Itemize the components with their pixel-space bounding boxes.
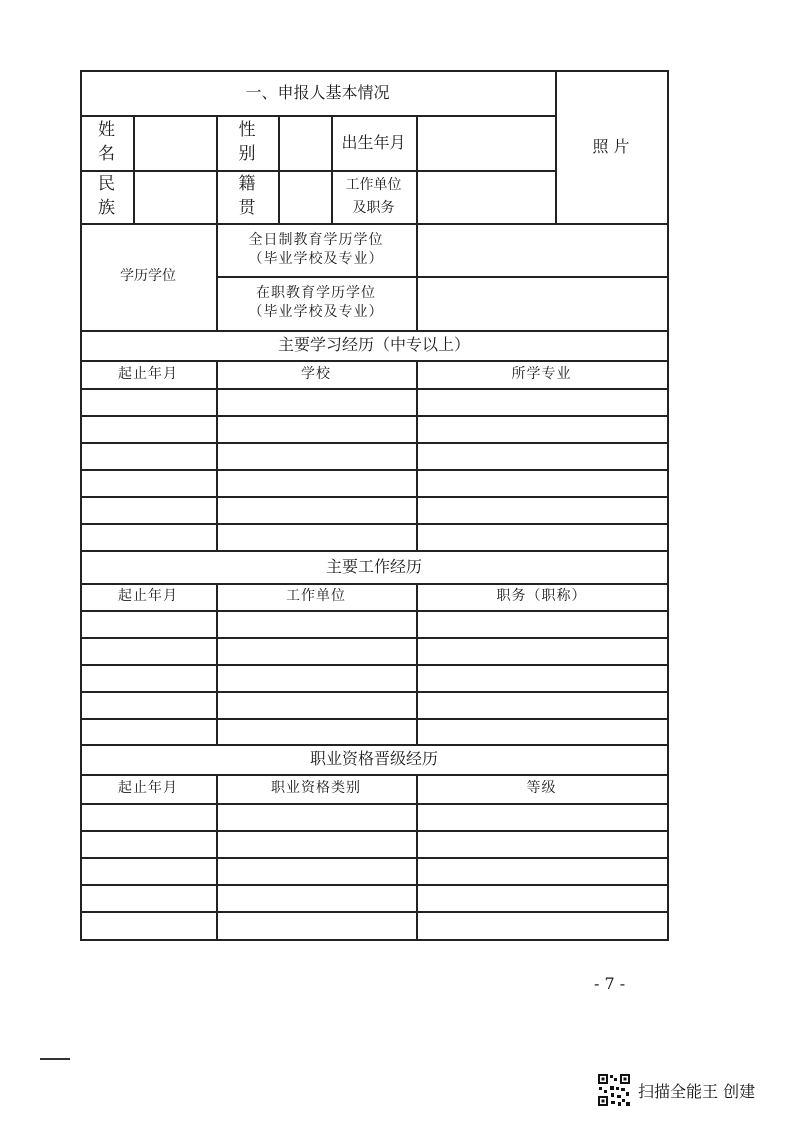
inservice-education-label — [216, 276, 416, 330]
label-character: 名 — [98, 143, 115, 164]
row-line — [80, 388, 668, 390]
position-label: 及职务 — [352, 199, 395, 216]
page-number: - 7 - — [594, 974, 626, 993]
fulltime-education-line2: （毕业学校及专业） — [248, 250, 384, 267]
study-major-header: 所学专业 — [511, 365, 572, 382]
name-label — [80, 115, 133, 170]
row-line — [80, 911, 668, 913]
fulltime-education-line1: 全日制教育学历学位 — [248, 231, 384, 248]
label-character: 姓 — [98, 119, 115, 140]
label-character: 性 — [238, 119, 256, 140]
form-border-bottom — [80, 939, 668, 941]
work-history-title: 主要工作经历 — [325, 556, 422, 576]
row-line — [80, 664, 668, 666]
qualification-period-header: 起止年月 — [118, 780, 178, 797]
col-line — [133, 115, 135, 224]
row-line — [80, 115, 555, 117]
qualification-category-header: 职业资格类别 — [271, 780, 361, 797]
origin-label — [239, 173, 256, 221]
inservice-education-line2: （毕业学校及专业） — [248, 304, 384, 320]
row-line — [80, 610, 668, 612]
col-line — [278, 115, 280, 224]
col-line — [416, 360, 418, 551]
ethnicity-label — [98, 173, 115, 221]
col-line — [216, 360, 218, 551]
row-line — [80, 803, 668, 805]
label-character: 贯 — [238, 197, 256, 218]
inservice-education-line1: 在职教育学历学位 — [256, 285, 376, 302]
qualification-level-header: 等级 — [526, 780, 557, 797]
work-unit-label: 工作单位 — [345, 177, 402, 194]
education-degree-label: 学历学位 — [120, 268, 176, 285]
row-line — [80, 469, 668, 471]
work-position-header: 职务（职称） — [496, 588, 587, 605]
study-history-title: 主要学习经历（中专以上） — [277, 335, 470, 355]
application-form — [80, 70, 668, 941]
photo-label: 照 片 — [592, 137, 630, 157]
label-character: 别 — [238, 143, 256, 164]
scanner-watermark: 扫描全能王 创建 — [638, 1082, 756, 1101]
gender-label — [216, 115, 278, 170]
row-line — [80, 637, 668, 639]
work-unit-position-label — [331, 170, 416, 223]
study-period-header: 起止年月 — [118, 365, 178, 382]
label-character: 民 — [98, 173, 115, 194]
col-line — [416, 115, 418, 224]
section-title: 一、申报人基本情况 — [245, 82, 390, 102]
row-line — [80, 718, 668, 720]
row-line — [80, 857, 668, 859]
col-line — [416, 223, 418, 331]
label-character: 族 — [98, 197, 115, 218]
row-line — [80, 523, 668, 525]
label-character: 籍 — [238, 173, 256, 194]
origin-label — [216, 170, 278, 223]
row-line — [80, 884, 668, 886]
fulltime-education-label — [216, 223, 416, 276]
qr-code-icon — [597, 1073, 631, 1107]
ethnicity-label — [80, 170, 133, 223]
birth-date-label: 出生年月 — [341, 132, 406, 152]
qualification-history-title: 职业资格晋级经历 — [309, 749, 438, 769]
margin-mark — [40, 1058, 70, 1060]
gender-label — [239, 119, 256, 167]
work-period-header: 起止年月 — [118, 588, 178, 605]
name-label — [98, 119, 115, 167]
form-border-right — [667, 70, 669, 941]
row-line — [80, 496, 668, 498]
row-line — [80, 415, 668, 417]
row-line — [80, 442, 668, 444]
work-unit-header: 工作单位 — [286, 588, 346, 605]
row-line — [80, 170, 555, 172]
study-school-header: 学校 — [301, 365, 331, 382]
row-line — [80, 830, 668, 832]
row-line — [80, 691, 668, 693]
